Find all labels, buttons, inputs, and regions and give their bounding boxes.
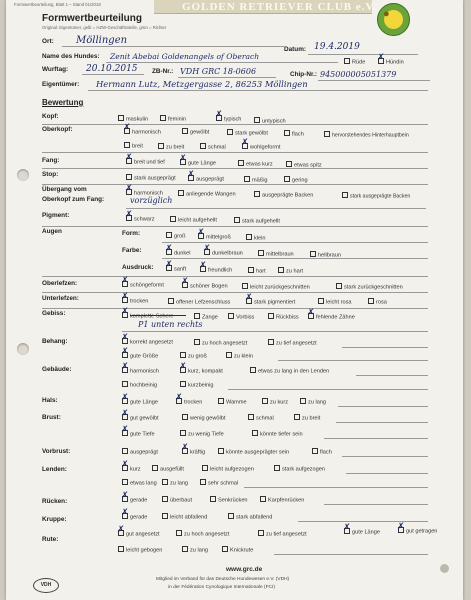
hals-option[interactable]: zu lang bbox=[300, 398, 326, 406]
strike-through bbox=[130, 315, 186, 316]
row-divider bbox=[42, 308, 428, 309]
fang-option[interactable]: etwas kurz bbox=[238, 160, 273, 168]
remark-line bbox=[336, 422, 428, 423]
lenden-label: Lenden: bbox=[42, 466, 67, 473]
brust-option[interactable]: wenig gewölbt bbox=[182, 414, 225, 422]
ruecken-option[interactable]: Senkrücken bbox=[210, 496, 248, 504]
gebiss-option[interactable]: Vorbiss bbox=[228, 313, 254, 321]
wurftag-line bbox=[82, 74, 144, 75]
ruecken-label: Rücken: bbox=[42, 498, 68, 505]
oberkopf-option[interactable]: breit bbox=[124, 142, 143, 150]
row-divider bbox=[42, 168, 428, 169]
ruecken-option[interactable]: Karpfenrücken bbox=[260, 496, 304, 504]
kruppe-label: Kruppe: bbox=[42, 516, 67, 523]
kruppe-option[interactable]: leicht abfallend bbox=[162, 513, 207, 521]
datum-label: Datum: bbox=[284, 46, 307, 53]
augen-ausdruck-option[interactable]: zu hart bbox=[278, 267, 303, 275]
stop-option[interactable]: gering bbox=[284, 176, 308, 184]
footer-line-2: in der Fédération Cynologique Internationale (FCI) bbox=[168, 585, 275, 590]
rute-option[interactable]: leicht gebogen bbox=[118, 546, 162, 554]
uebergang-option[interactable]: ✗harmonisch bbox=[126, 189, 163, 197]
gebaeude-option[interactable]: etwas zu lang in den Lenden bbox=[250, 367, 329, 375]
eigentuemer-line bbox=[88, 90, 428, 91]
oberkopf-option[interactable]: schmal bbox=[200, 143, 226, 151]
rute-option[interactable]: ✗ gute Länge bbox=[344, 528, 380, 536]
hundename-line bbox=[106, 62, 338, 63]
ort-label: Ort: bbox=[42, 38, 54, 45]
fang-option[interactable]: ✗ gute Länge bbox=[180, 159, 216, 167]
brust-option[interactable]: könnte tiefer sein bbox=[252, 430, 303, 438]
kopf-option[interactable]: ✗ typisch bbox=[216, 115, 241, 123]
remark-line bbox=[356, 375, 428, 376]
augen-ausdruck-option[interactable]: ✗ freundlich bbox=[200, 266, 232, 274]
dog-icon: ● bbox=[383, 8, 390, 20]
kopf-label: Kopf: bbox=[42, 113, 59, 120]
uebergang-label-2: Oberkopf zum Fang: bbox=[42, 196, 105, 203]
rute-label: Rute: bbox=[42, 536, 59, 543]
wurftag-label: Wurftag: bbox=[42, 66, 69, 73]
eigentuemer-value[interactable]: Hermann Lutz, Metzgergasse 2, 86253 Möllingen bbox=[96, 79, 308, 89]
chip-line bbox=[318, 80, 430, 81]
vorbrust-label: Vorbrust: bbox=[42, 448, 71, 455]
hals-option[interactable]: zu kurz bbox=[262, 398, 288, 406]
ort-value[interactable]: Möllingen bbox=[76, 35, 128, 46]
hundename-value[interactable]: Zenit Abebai Goldenangels of Oberach bbox=[110, 52, 260, 61]
kruppe-option[interactable]: stark abfallend bbox=[228, 513, 272, 521]
lenden-option[interactable]: ausgefüllt bbox=[152, 465, 184, 473]
gebiss-remark[interactable]: P1 unten rechts bbox=[138, 320, 203, 329]
club-name: GOLDEN RETRIEVER CLUB e.V. bbox=[182, 1, 377, 13]
brust-option[interactable]: ✗gute Tiefe bbox=[122, 430, 155, 438]
stop-label: Stop: bbox=[42, 171, 59, 178]
uebergang-option[interactable]: ausgeprägte Backen bbox=[254, 191, 313, 199]
lenden-option[interactable]: zu lang bbox=[162, 479, 188, 487]
zb-value[interactable]: VDH GRC 18-0606 bbox=[180, 67, 257, 76]
club-logo bbox=[377, 3, 410, 36]
brust-option[interactable]: zu breit bbox=[294, 414, 320, 422]
behang-option[interactable]: ✗ korrekt angesetzt bbox=[122, 338, 173, 346]
gebiss-option[interactable]: ✗ fehlende Zähne bbox=[308, 313, 355, 321]
gebiss-label: Gebiss: bbox=[42, 310, 66, 317]
augen-farbe-option[interactable]: hellbraun bbox=[310, 251, 341, 259]
remark-line bbox=[342, 456, 428, 457]
fang-label: Fang: bbox=[42, 157, 60, 164]
behang-option[interactable]: zu klein bbox=[226, 352, 253, 360]
punch-hole bbox=[17, 169, 29, 181]
fang-option[interactable]: ✗ breit und tief bbox=[126, 158, 165, 166]
remark-line bbox=[228, 389, 428, 390]
remark-line bbox=[346, 473, 428, 474]
gebiss-option[interactable]: Rückbiss bbox=[268, 313, 299, 321]
ruede-checkbox[interactable]: Rüde bbox=[344, 58, 365, 66]
row-divider bbox=[42, 184, 428, 185]
oberkopf-option[interactable]: gewölbt bbox=[182, 128, 209, 136]
behang-option[interactable]: zu tief angesetzt bbox=[268, 339, 317, 347]
gebaeude-option[interactable]: ✗ kurz, kompakt bbox=[180, 367, 223, 375]
augen-form-option[interactable]: groß bbox=[166, 232, 186, 240]
brust-option[interactable]: ✗ gut gewölbt bbox=[122, 414, 159, 422]
oberkopf-option[interactable]: flach bbox=[284, 130, 304, 138]
stop-option[interactable]: mäßig bbox=[244, 176, 268, 184]
vorbrust-option[interactable]: flach bbox=[312, 448, 332, 456]
wurftag-value[interactable]: 20.10.2015 bbox=[86, 64, 138, 74]
pigment-option[interactable]: leicht aufgehellt bbox=[170, 216, 217, 224]
augen-label: Augen bbox=[42, 228, 62, 235]
lenden-option[interactable]: leicht aufgezogen bbox=[202, 465, 254, 473]
bewertung-heading: Bewertung bbox=[42, 98, 84, 107]
hals-option[interactable]: ✗ trocken bbox=[176, 398, 202, 406]
oberkopf-option[interactable]: ✗ wohlgeformt bbox=[242, 143, 280, 151]
stop-option[interactable]: ✗ ausgeprägt bbox=[188, 175, 224, 183]
augen-farbe-option[interactable]: ✗ dunkelbraun bbox=[204, 249, 243, 257]
row-divider bbox=[162, 242, 428, 243]
row-divider bbox=[42, 292, 428, 293]
oberlefzen-option[interactable]: ✗ schöner Bogen bbox=[182, 282, 228, 290]
oberkopf-option[interactable]: hervorstehendes Hinterhauptbein bbox=[324, 131, 409, 139]
row-divider bbox=[42, 276, 428, 277]
hals-option[interactable]: Wamme bbox=[218, 398, 247, 406]
ort-line bbox=[62, 46, 284, 47]
datum-value[interactable]: 19.4.2019 bbox=[314, 42, 360, 52]
hundename-label: Name des Hundes: bbox=[42, 53, 100, 60]
unterlefzen-option[interactable]: rosa bbox=[368, 298, 387, 306]
augen-farbe-option[interactable]: mittelbraun bbox=[258, 250, 294, 258]
rute-option[interactable]: zu tief angesetzt bbox=[258, 530, 307, 538]
vorbrust-option[interactable]: könnte ausgeprägter sein bbox=[218, 448, 289, 456]
zb-line bbox=[178, 77, 276, 78]
remark-line bbox=[342, 347, 428, 348]
form-subtitle: Original: Eigentümer, gelb = HZW-Geschäftsstelle, grün = Richter bbox=[42, 25, 167, 30]
datum-line bbox=[308, 54, 418, 55]
oberkopf-label: Oberkopf: bbox=[42, 126, 73, 133]
rute-option[interactable]: Knickrute bbox=[222, 546, 253, 554]
form-version-note: Formwertbeurteilung, Blatt 1 – Stand 01/2018 bbox=[14, 2, 101, 7]
pigment-option[interactable]: stark aufgehellt bbox=[234, 217, 280, 225]
oberkopf-option[interactable]: zu breit bbox=[158, 143, 184, 151]
remark-line bbox=[338, 406, 428, 407]
remark-line bbox=[122, 331, 428, 332]
unterlefzen-option[interactable]: ✗ stark pigmentiert bbox=[246, 298, 295, 306]
footer-url[interactable]: www.grc.de bbox=[226, 566, 263, 573]
gebiss-option[interactable]: ✗ komplette Schere bbox=[122, 312, 174, 320]
remark-line bbox=[244, 487, 428, 488]
lenden-option[interactable]: sehr schmal bbox=[200, 479, 238, 487]
augen-ausdruck-option[interactable]: hart bbox=[248, 267, 266, 275]
augen-form-option[interactable]: klein bbox=[246, 234, 266, 242]
augen-farbe-option[interactable]: ✗ dunkel bbox=[166, 249, 190, 257]
unterlefzen-option[interactable]: ✗ trocken bbox=[122, 297, 148, 305]
augen-ausdruck-label: Ausdruck: bbox=[122, 264, 154, 271]
fang-option[interactable]: etwas spitz bbox=[286, 161, 322, 169]
vorbrust-option[interactable]: ✗ kräftig bbox=[182, 448, 205, 456]
oberkopf-option[interactable]: stark gewölbt bbox=[227, 129, 268, 137]
oberlefzen-option[interactable]: leicht zurückgeschnitten bbox=[242, 283, 310, 291]
uebergang-option[interactable]: anliegende Wangen bbox=[178, 190, 236, 198]
gebaeude-option[interactable]: ✗ harmonisch bbox=[122, 367, 159, 375]
kopf-option[interactable]: untypisch bbox=[254, 117, 286, 125]
oberlefzen-label: Oberlefzen: bbox=[42, 280, 78, 287]
rute-option[interactable]: ✗gut angesetzt bbox=[118, 530, 160, 538]
gebaeude-option[interactable]: kurzbeinig bbox=[180, 381, 214, 389]
row-divider bbox=[162, 258, 428, 259]
augen-form-label: Form: bbox=[122, 230, 141, 237]
vorbrust-option[interactable]: ausgeprägt bbox=[122, 448, 158, 456]
unterlefzen-label: Unterlefzen: bbox=[42, 295, 79, 302]
augen-ausdruck-option[interactable]: ✗ sanft bbox=[166, 265, 186, 273]
chip-value[interactable]: 945000005051379 bbox=[320, 70, 397, 79]
remark-line bbox=[274, 554, 428, 555]
kopf-option[interactable]: feminin bbox=[160, 115, 186, 123]
oberlefzen-option[interactable]: ✗ schöngeformt bbox=[122, 281, 164, 289]
remark-line bbox=[298, 521, 428, 522]
kruppe-option[interactable]: ✗ gerade bbox=[122, 513, 147, 521]
chip-label: Chip-Nr.: bbox=[290, 71, 317, 78]
eigentuemer-label: Eigentümer: bbox=[42, 81, 80, 88]
form-sheet bbox=[6, 0, 463, 600]
huendin-checkbox[interactable]: ✗ Hündin bbox=[378, 58, 404, 66]
brust-option[interactable]: schmal bbox=[248, 414, 274, 422]
rute-option[interactable]: zu hoch angesetzt bbox=[176, 530, 229, 538]
hals-label: Hals: bbox=[42, 397, 58, 404]
pigment-option[interactable]: ✗schwarz bbox=[126, 215, 155, 223]
lenden-option[interactable]: stark aufgezogen bbox=[274, 465, 325, 473]
oberlefzen-option[interactable]: stark zurückgeschnitten bbox=[336, 283, 403, 291]
lenden-option[interactable]: etwas lang bbox=[122, 479, 157, 487]
rute-option[interactable]: ✗ gut getragen bbox=[398, 527, 437, 535]
gebaeude-option[interactable]: hochbeinig bbox=[122, 381, 157, 389]
ruecken-option[interactable]: überbaut bbox=[162, 496, 192, 504]
pigment-label: Pigment: bbox=[42, 212, 70, 219]
remark-line bbox=[126, 208, 426, 209]
brust-label: Brust: bbox=[42, 414, 61, 421]
row-divider bbox=[42, 124, 428, 125]
brust-option[interactable]: zu wenig Tiefe bbox=[180, 430, 224, 438]
behang-option[interactable]: ✗gute Größe bbox=[122, 352, 158, 360]
behang-label: Behang: bbox=[42, 338, 68, 345]
unterlefzen-option[interactable]: offener Lefzenschluss bbox=[168, 298, 230, 306]
row-divider bbox=[42, 226, 428, 227]
zb-label: ZB-Nr.: bbox=[152, 68, 174, 75]
uebergang-remark[interactable]: vorzüglich bbox=[130, 196, 173, 205]
kopf-option[interactable]: maskulin bbox=[118, 115, 148, 123]
remark-line bbox=[324, 438, 428, 439]
unterlefzen-option[interactable]: leicht rosa bbox=[318, 298, 352, 306]
uebergang-option[interactable]: stark ausgeprägte Backen bbox=[342, 192, 410, 200]
form-title: Formwertbeurteilung bbox=[42, 13, 143, 24]
vdh-logo: VDH bbox=[33, 578, 59, 593]
behang-option[interactable]: zu hoch angesetzt bbox=[194, 339, 247, 347]
lenden-option[interactable]: ✗ kurz bbox=[122, 465, 141, 473]
hals-option[interactable]: ✗ gute Länge bbox=[122, 398, 158, 406]
remark-line bbox=[324, 504, 428, 505]
punch-hole bbox=[17, 343, 29, 355]
footer-line-1: Mitglied im Verband für das Deutsche Hundewesen e.V. (VDH) bbox=[156, 577, 290, 582]
behang-option[interactable]: zu groß bbox=[180, 352, 207, 360]
gebaeude-label: Gebäude: bbox=[42, 366, 72, 373]
oberkopf-option[interactable]: ✗ harmonisch bbox=[124, 128, 161, 136]
rute-option[interactable]: zu lang bbox=[182, 546, 208, 554]
row-divider bbox=[42, 152, 428, 153]
uebergang-label: Übergang vom bbox=[42, 186, 87, 193]
stop-option[interactable]: stark ausgeprägt bbox=[126, 174, 176, 182]
page-dot-icon bbox=[440, 564, 449, 573]
augen-form-option[interactable]: ✗ mittelgroß bbox=[198, 233, 231, 241]
augen-farbe-label: Farbe: bbox=[122, 247, 142, 254]
gebiss-option[interactable]: Zange bbox=[194, 313, 218, 321]
remark-line bbox=[278, 360, 428, 361]
ruecken-option[interactable]: ✗ gerade bbox=[122, 496, 147, 504]
